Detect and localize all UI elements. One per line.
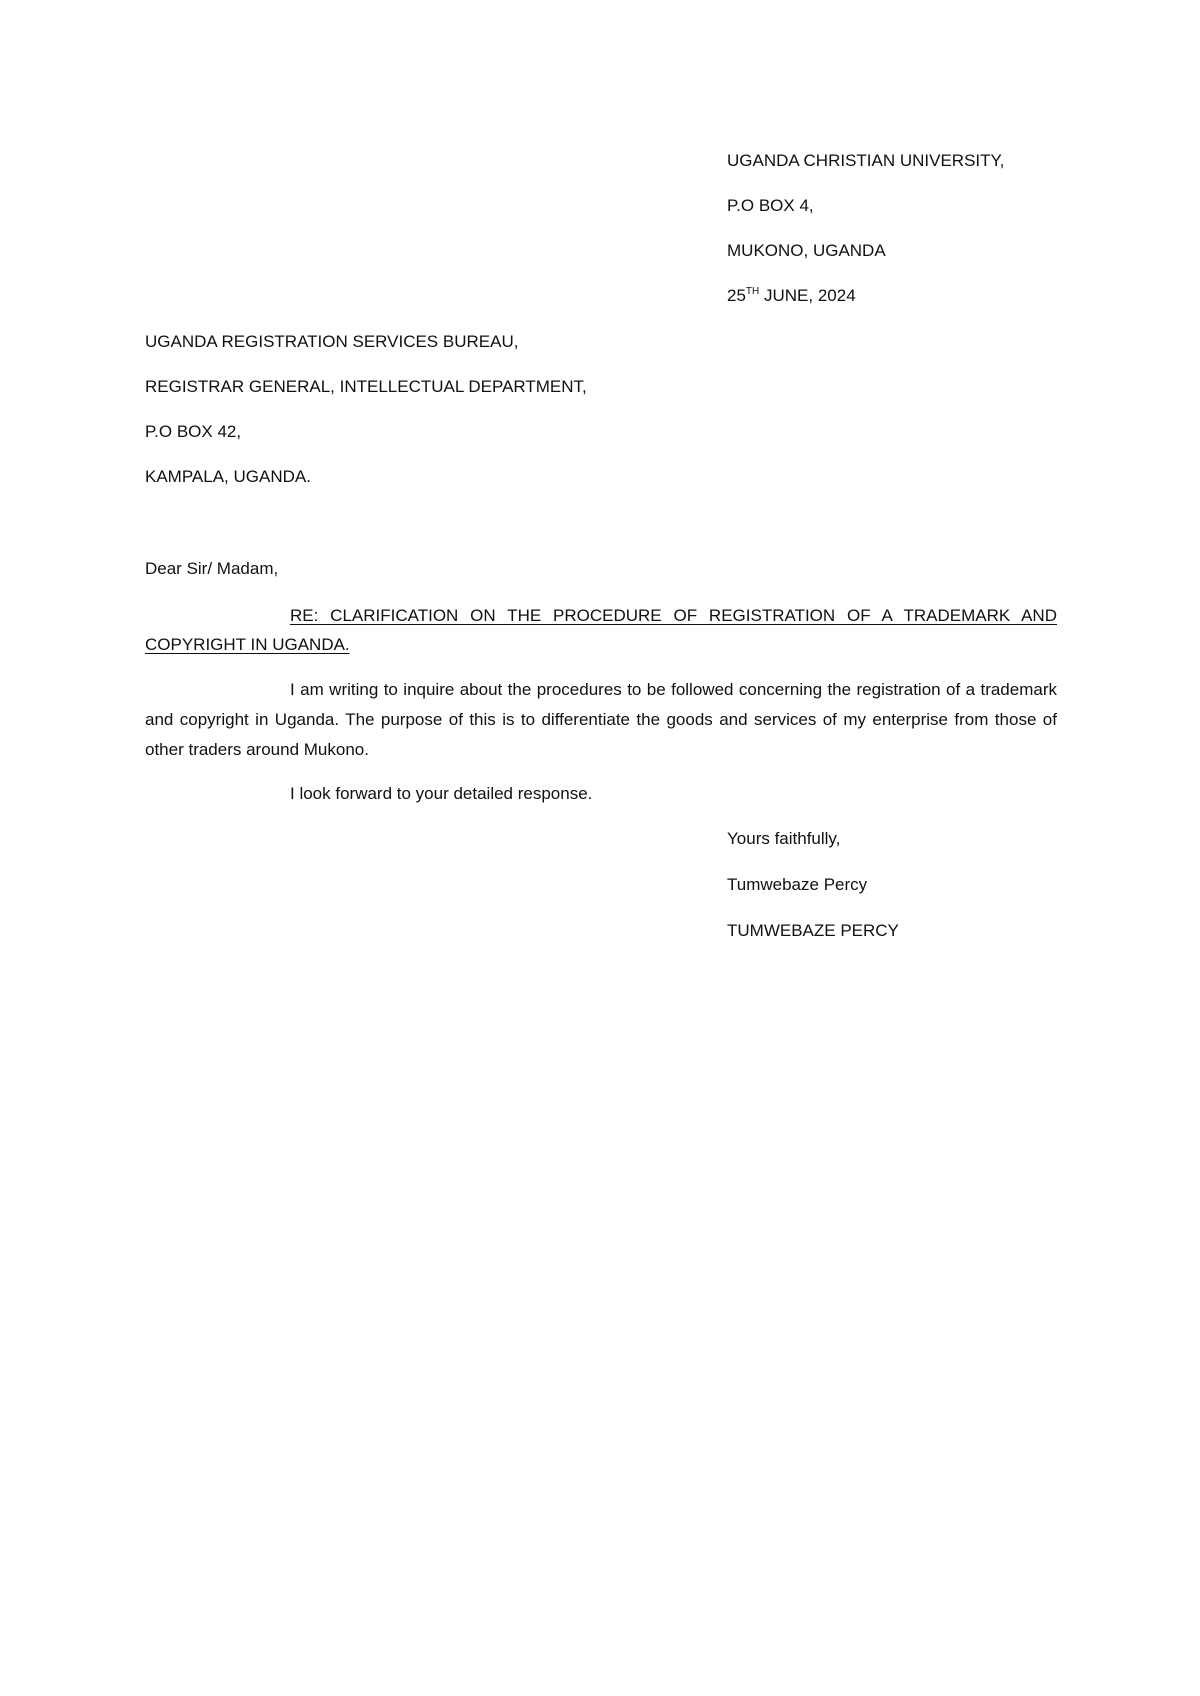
recipient-po-box: P.O BOX 42, <box>145 422 242 441</box>
body-paragraph: I am writing to inquire about the procedures to be followed concerning the registration of a trademark and copyright in Uganda. The purpose of this is to differentiate the goods and services of my enterprise from those of other traders around Mukono. <box>145 680 1057 759</box>
subject-line: RE: CLARIFICATION ON THE PROCEDURE OF REGISTRATION OF A TRADEMARK AND COPYRIGHT IN UGANDA. <box>145 606 1057 654</box>
recipient-department: REGISTRAR GENERAL, INTELLECTUAL DEPARTMENT, <box>145 377 587 396</box>
printed-name: TUMWEBAZE PERCY <box>727 921 899 940</box>
signature: Tumwebaze Percy <box>727 875 868 894</box>
salutation: Dear Sir/ Madam, <box>145 559 279 578</box>
sender-institution: UGANDA CHRISTIAN UNIVERSITY, <box>727 151 1005 170</box>
recipient-city: KAMPALA, UGANDA. <box>145 467 311 486</box>
recipient-organization: UGANDA REGISTRATION SERVICES BUREAU, <box>145 332 519 351</box>
date-day: 25 <box>727 286 746 305</box>
sender-po-box: P.O BOX 4, <box>727 196 814 215</box>
letter-date <box>727 285 856 307</box>
valediction: Yours faithfully, <box>727 829 841 848</box>
sender-city: MUKONO, UGANDA <box>727 241 886 260</box>
date-month-year: JUNE, 2024 <box>759 286 856 305</box>
closing-line: I look forward to your detailed response. <box>290 784 593 803</box>
date-suffix: TH <box>745 286 760 297</box>
